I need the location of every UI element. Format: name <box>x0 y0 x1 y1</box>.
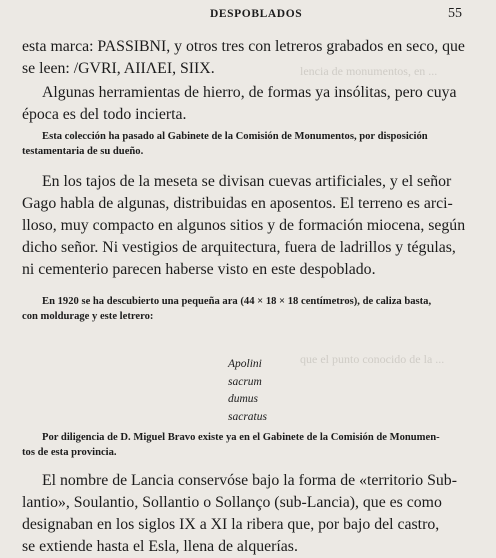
footnote-ara <box>22 294 474 324</box>
bleed-through-text: lencia de monumentos, en ... <box>300 64 438 78</box>
paragraph-1 <box>22 36 474 80</box>
text-line: se extiende hasta el Esla, llena de alquerías. <box>22 538 298 555</box>
text-line: esta marca: PASSIBNI, y otros tres con letreros grabados en seco, que <box>22 38 465 55</box>
inscription-line: sacrum <box>228 375 262 388</box>
text-line: época es del todo incierta. <box>22 106 187 123</box>
running-title: DESPOBLADOS <box>210 8 303 20</box>
text-line: En los tajos de la meseta se divisan cuevas artificiales, y el señor <box>42 173 452 190</box>
text-line: designaban en los siglos IX a XI la ribera que, por bajo del castro, <box>22 516 440 533</box>
text-line: Gago habla de algunas, distribuidas en aposentos. El terreno es arci- <box>22 195 453 212</box>
text-line: con moldurage y este letrero: <box>22 311 154 322</box>
text-line: lloso, muy compacto en algunos sitios y de formación miocena, según <box>22 217 466 234</box>
text-line: Por diligencia de D. Miguel Bravo existe ya en el Gabinete de la Comisión de Monumen- <box>42 432 440 443</box>
paragraph-2 <box>22 82 474 126</box>
text-line: En 1920 se ha descubierto una pequeña ara (44 × 18 × 18 centímetros), de caliza basta, <box>42 296 432 307</box>
text-line: testamentaria de su dueño. <box>22 146 144 157</box>
inscription-line: Apolini <box>228 358 262 370</box>
text-line: El nombre de Lancia conservóse bajo la forma de «territorio Sub- <box>42 472 457 489</box>
paragraph-3 <box>22 171 474 281</box>
text-line: lantio», Soulantio, Sollantio o Sollanço (sub-Lancia), que es como <box>22 494 442 511</box>
text-line: ni cementerio parecen haberse visto en este despoblado. <box>22 261 376 278</box>
text-line: dicho señor. Ni vestigios de arquitectura, fuera de ladrillos y tégulas, <box>22 239 456 256</box>
text-line: se leen: /GVRI, AIIΛEI, SIIX. <box>22 60 215 77</box>
inscription <box>228 356 267 426</box>
bleed-through-text: que el punto conocido de la ... <box>300 352 445 366</box>
text-line: Algunas herramientas de hierro, de formas ya insólitas, pero cuya <box>42 84 457 101</box>
page-number: 55 <box>448 6 462 21</box>
footnote-diligencia <box>22 430 474 460</box>
inscription-line: dumus <box>228 393 259 405</box>
inscription-line: sacratus <box>228 410 267 423</box>
text-line: Esta colección ha pasado al Gabinete de la Comisión de Monumentos, por disposición <box>42 131 428 142</box>
paragraph-4 <box>22 470 474 558</box>
text-line: tos de esta provincia. <box>22 447 117 458</box>
footnote-collection <box>22 129 474 159</box>
